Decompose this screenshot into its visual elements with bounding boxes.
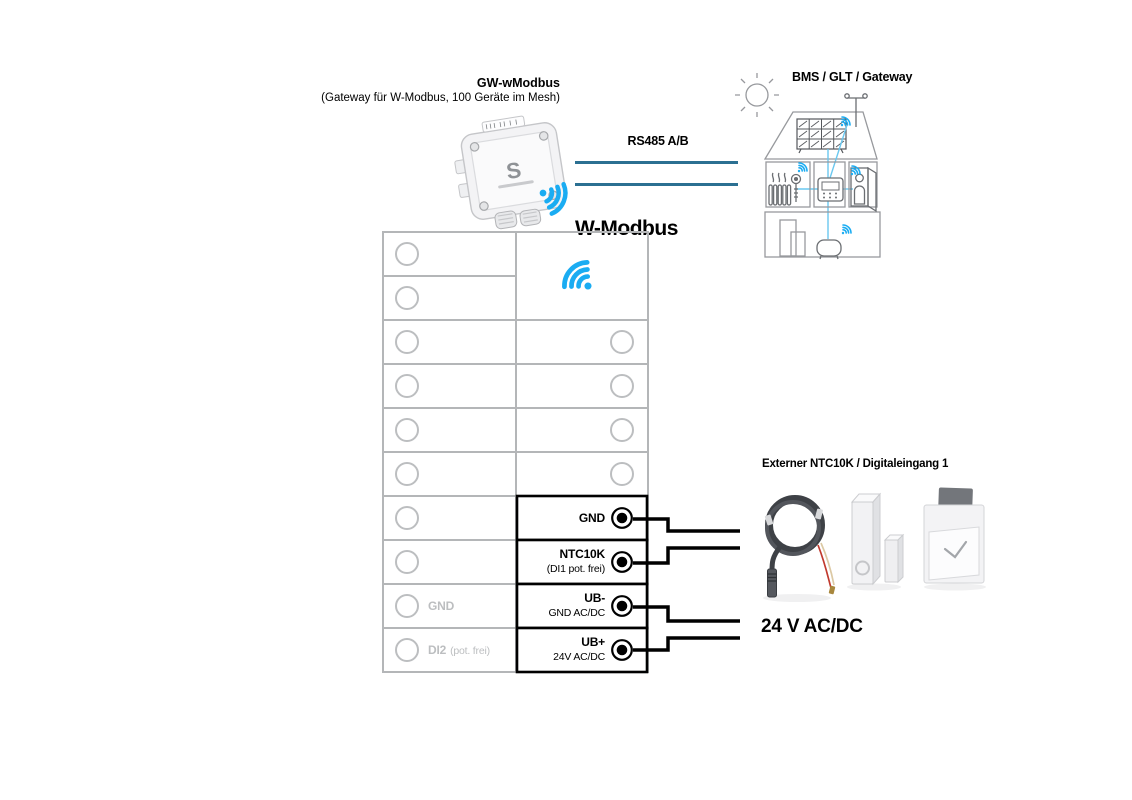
wmodbus-label: W-Modbus: [572, 217, 681, 241]
gateway-subtitle: (Gateway für W-Modbus, 100 Geräte im Mesh): [321, 92, 560, 104]
key-card-switch-image: [924, 487, 984, 583]
terminal-sublabel-ntc10k: (DI1 pot. frei): [546, 563, 605, 575]
thermometer-icon: [792, 175, 801, 203]
rs485-label: RS485 A/B: [627, 134, 689, 148]
terminal-label-ub-plus: UB+: [581, 635, 605, 649]
room-basement: [765, 212, 880, 257]
rs485-line-a: [575, 161, 738, 164]
wire-ub-minus: [633, 607, 740, 621]
power-label: 24 V AC/DC: [761, 616, 863, 637]
left-label-gnd: GND: [428, 599, 455, 613]
gateway-title-block: [308, 76, 560, 106]
controller-icon: [818, 178, 843, 201]
door-contact-image: [852, 494, 903, 584]
external-label: Externer NTC10K / Digitaleingang 1: [762, 458, 949, 470]
left-label-di2: DI2 (pot. frei): [428, 643, 490, 657]
rs485-line-b: [575, 183, 738, 186]
external-devices-image: [752, 485, 992, 607]
gateway-title: GW-wModbus: [476, 76, 560, 90]
wire-ub-plus: [633, 638, 740, 650]
boiler-icon: [780, 220, 805, 256]
wire-ntc10k: [633, 548, 740, 563]
terminal-label-gnd: GND: [578, 511, 605, 525]
weather-station-icon: [845, 94, 867, 127]
terminal-label-ntc10k: NTC10K: [559, 547, 605, 561]
connection-wires: [598, 488, 773, 673]
terminal-sublabel-ub-plus: 24V AC/DC: [553, 651, 605, 663]
building-illustration: [733, 72, 931, 267]
ntc-sensor-image: [765, 499, 836, 597]
solar-panel-icon: [797, 119, 846, 153]
sun-icon: [735, 73, 779, 117]
bms-label: BMS / GLT / Gateway: [792, 70, 913, 84]
pod-wifi-icon: [838, 223, 853, 238]
heating-wifi-icon: [794, 161, 809, 176]
terminal-label-ub-minus: UB-: [584, 591, 605, 605]
wire-gnd: [633, 519, 740, 531]
ss-logo: S: [504, 157, 523, 185]
pod-device-icon: [817, 240, 841, 259]
terminal-sublabel-ub-minus: GND AC/DC: [548, 607, 605, 619]
table-wifi-icon: [559, 258, 602, 301]
radiator-icon: [769, 173, 791, 205]
